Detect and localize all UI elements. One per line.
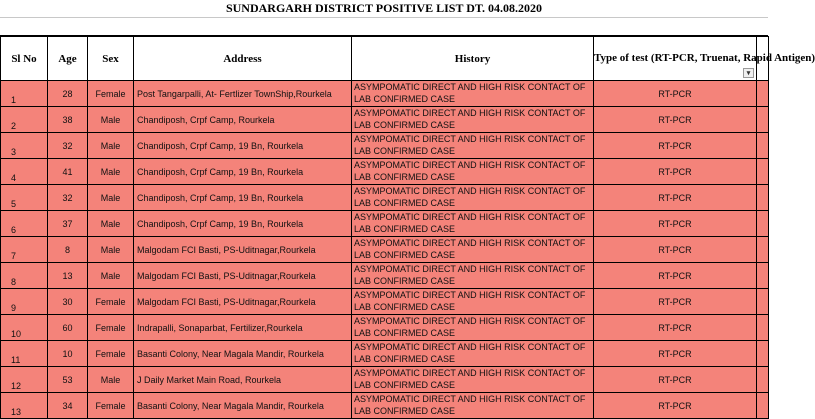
cell-sex[interactable]: Female	[88, 341, 134, 367]
cell-address[interactable]: Chandiposh, Crpf Camp, 19 Bn, Rourkela	[134, 133, 352, 159]
cell-sex[interactable]: Female	[88, 315, 134, 341]
cell-test-type[interactable]: RT-PCR	[594, 159, 757, 185]
cell-gap[interactable]	[757, 133, 769, 159]
header-sl-no: Sl No	[1, 37, 48, 81]
table-row	[1, 159, 769, 185]
cell-address[interactable]: Basanti Colony, Near Magala Mandir, Rourkela	[134, 341, 352, 367]
blank-row	[0, 18, 768, 36]
cell-gap[interactable]	[757, 81, 769, 107]
cell-age[interactable]: 10	[48, 341, 88, 367]
cell-history[interactable]: ASYMPOMATIC DIRECT AND HIGH RISK CONTACT OF LAB CONFIRMED CASE	[352, 263, 594, 289]
header-row	[1, 37, 769, 81]
cell-sex[interactable]: Female	[88, 393, 134, 419]
cell-history[interactable]: ASYMPOMATIC DIRECT AND HIGH RISK CONTACT OF LAB CONFIRMED CASE	[352, 107, 594, 133]
cell-sl-no[interactable]: 6	[1, 211, 48, 237]
cell-address[interactable]: Malgodam FCI Basti, PS-Uditnagar,Rourkela	[134, 237, 352, 263]
cell-test-type[interactable]: RT-PCR	[594, 133, 757, 159]
cell-sex[interactable]: Male	[88, 185, 134, 211]
cell-sl-no[interactable]: 5	[1, 185, 48, 211]
cell-test-type[interactable]: RT-PCR	[594, 315, 757, 341]
cell-gap[interactable]	[757, 107, 769, 133]
header-test-type	[594, 37, 815, 81]
cell-history[interactable]: ASYMPOMATIC DIRECT AND HIGH RISK CONTACT OF LAB CONFIRMED CASE	[352, 133, 594, 159]
cell-history[interactable]: ASYMPOMATIC DIRECT AND HIGH RISK CONTACT OF LAB CONFIRMED CASE	[352, 185, 594, 211]
table-row	[1, 81, 769, 107]
cell-sl-no[interactable]: 2	[1, 107, 48, 133]
cell-age[interactable]: 38	[48, 107, 88, 133]
cell-sl-no[interactable]: 3	[1, 133, 48, 159]
cell-test-type[interactable]: RT-PCR	[594, 237, 757, 263]
cell-history[interactable]: ASYMPOMATIC DIRECT AND HIGH RISK CONTACT OF LAB CONFIRMED CASE	[352, 211, 594, 237]
cell-age[interactable]: 41	[48, 159, 88, 185]
table-row	[1, 133, 769, 159]
cell-sl-no[interactable]: 13	[1, 393, 48, 419]
cell-address[interactable]: Chandiposh, Crpf Camp, 19 Bn, Rourkela	[134, 211, 352, 237]
cell-test-type[interactable]: RT-PCR	[594, 211, 757, 237]
cell-sl-no[interactable]: 1	[1, 81, 48, 107]
cell-history[interactable]: ASYMPOMATIC DIRECT AND HIGH RISK CONTACT OF LAB CONFIRMED CASE	[352, 81, 594, 107]
table-row	[1, 341, 769, 367]
header-age: Age	[48, 37, 88, 81]
cell-test-type[interactable]: RT-PCR	[594, 341, 757, 367]
cell-sl-no[interactable]: 4	[1, 159, 48, 185]
cell-gap[interactable]	[757, 341, 769, 367]
cell-sl-no[interactable]: 9	[1, 289, 48, 315]
positive-list-table	[0, 36, 815, 419]
cell-address[interactable]: Indrapalli, Sonaparbat, Fertilizer,Rourkela	[134, 315, 352, 341]
cell-sex[interactable]: Male	[88, 133, 134, 159]
cell-age[interactable]: 34	[48, 393, 88, 419]
table-row	[1, 315, 769, 341]
filter-dropdown-icon[interactable]: ▾	[743, 68, 754, 78]
cell-address[interactable]: Chandiposh, Crpf Camp, 19 Bn, Rourkela	[134, 159, 352, 185]
cell-test-type[interactable]: RT-PCR	[594, 289, 757, 315]
cell-sex[interactable]: Male	[88, 237, 134, 263]
cell-history[interactable]: ASYMPOMATIC DIRECT AND HIGH RISK CONTACT OF LAB CONFIRMED CASE	[352, 289, 594, 315]
cell-address[interactable]: J Daily Market Main Road, Rourkela	[134, 367, 352, 393]
header-history: History	[352, 37, 594, 81]
cell-address[interactable]: Malgodam FCI Basti, PS-Uditnagar,Rourkela	[134, 263, 352, 289]
cell-gap[interactable]	[757, 393, 769, 419]
cell-sl-no[interactable]: 11	[1, 341, 48, 367]
cell-test-type[interactable]: RT-PCR	[594, 367, 757, 393]
cell-test-type[interactable]: RT-PCR	[594, 263, 757, 289]
cell-history[interactable]: ASYMPOMATIC DIRECT AND HIGH RISK CONTACT OF LAB CONFIRMED CASE	[352, 341, 594, 367]
cell-gap[interactable]	[757, 185, 769, 211]
header-address: Address	[134, 37, 352, 81]
cell-sl-no[interactable]: 8	[1, 263, 48, 289]
cell-age[interactable]: 8	[48, 237, 88, 263]
cell-age[interactable]: 53	[48, 367, 88, 393]
table-row	[1, 393, 769, 419]
cell-gap[interactable]	[757, 367, 769, 393]
cell-history[interactable]: ASYMPOMATIC DIRECT AND HIGH RISK CONTACT OF LAB CONFIRMED CASE	[352, 367, 594, 393]
table-row	[1, 211, 769, 237]
cell-age[interactable]: 13	[48, 263, 88, 289]
cell-sex[interactable]: Male	[88, 107, 134, 133]
cell-sex[interactable]: Male	[88, 367, 134, 393]
cell-age[interactable]: 32	[48, 133, 88, 159]
cell-age[interactable]: 30	[48, 289, 88, 315]
cell-age[interactable]: 28	[48, 81, 88, 107]
cell-address[interactable]: Chandiposh, Crpf Camp, Rourkela	[134, 107, 352, 133]
cell-test-type[interactable]: RT-PCR	[594, 185, 757, 211]
header-sex: Sex	[88, 37, 134, 81]
cell-age[interactable]: 32	[48, 185, 88, 211]
cell-history[interactable]: ASYMPOMATIC DIRECT AND HIGH RISK CONTACT OF LAB CONFIRMED CASE	[352, 159, 594, 185]
cell-test-type[interactable]: RT-PCR	[594, 107, 757, 133]
table-row	[1, 107, 769, 133]
cell-sex[interactable]: Female	[88, 289, 134, 315]
cell-gap[interactable]	[757, 159, 769, 185]
cell-sl-no[interactable]: 12	[1, 367, 48, 393]
cell-test-type[interactable]: RT-PCR	[594, 81, 757, 107]
cell-address[interactable]: Chandiposh, Crpf Camp, 19 Bn, Rourkela	[134, 185, 352, 211]
cell-history[interactable]: ASYMPOMATIC DIRECT AND HIGH RISK CONTACT OF LAB CONFIRMED CASE	[352, 393, 594, 419]
cell-gap[interactable]	[757, 315, 769, 341]
cell-sl-no[interactable]: 10	[1, 315, 48, 341]
table-row	[1, 367, 769, 393]
cell-sl-no[interactable]: 7	[1, 237, 48, 263]
cell-address[interactable]: Post Tangarpalli, At- Fertlizer TownShip,Rourkela	[134, 81, 352, 107]
cell-gap[interactable]	[757, 263, 769, 289]
cell-history[interactable]: ASYMPOMATIC DIRECT AND HIGH RISK CONTACT OF LAB CONFIRMED CASE	[352, 315, 594, 341]
cell-sex[interactable]: Male	[88, 211, 134, 237]
cell-address[interactable]: Malgodam FCI Basti, PS-Uditnagar,Rourkela	[134, 289, 352, 315]
cell-age[interactable]: 37	[48, 211, 88, 237]
table-row	[1, 185, 769, 211]
cell-sex[interactable]: Female	[88, 81, 134, 107]
cell-gap[interactable]	[757, 211, 769, 237]
cell-gap[interactable]	[757, 289, 769, 315]
cell-sex[interactable]: Male	[88, 263, 134, 289]
cell-test-type[interactable]: RT-PCR	[594, 393, 757, 419]
table-row	[1, 263, 769, 289]
cell-gap[interactable]	[757, 237, 769, 263]
cell-address[interactable]: Basanti Colony, Near Magala Mandir, Rourkela	[134, 393, 352, 419]
table-row	[1, 289, 769, 315]
table-row	[1, 237, 769, 263]
cell-sex[interactable]: Male	[88, 159, 134, 185]
cell-history[interactable]: ASYMPOMATIC DIRECT AND HIGH RISK CONTACT OF LAB CONFIRMED CASE	[352, 237, 594, 263]
cell-age[interactable]: 60	[48, 315, 88, 341]
sheet-title: SUNDARGARH DISTRICT POSITIVE LIST DT. 04.08.2020	[0, 0, 768, 18]
header-test-type-label: Type of test (RT-PCR, Truenat, Rapid Antigen)	[594, 52, 815, 64]
